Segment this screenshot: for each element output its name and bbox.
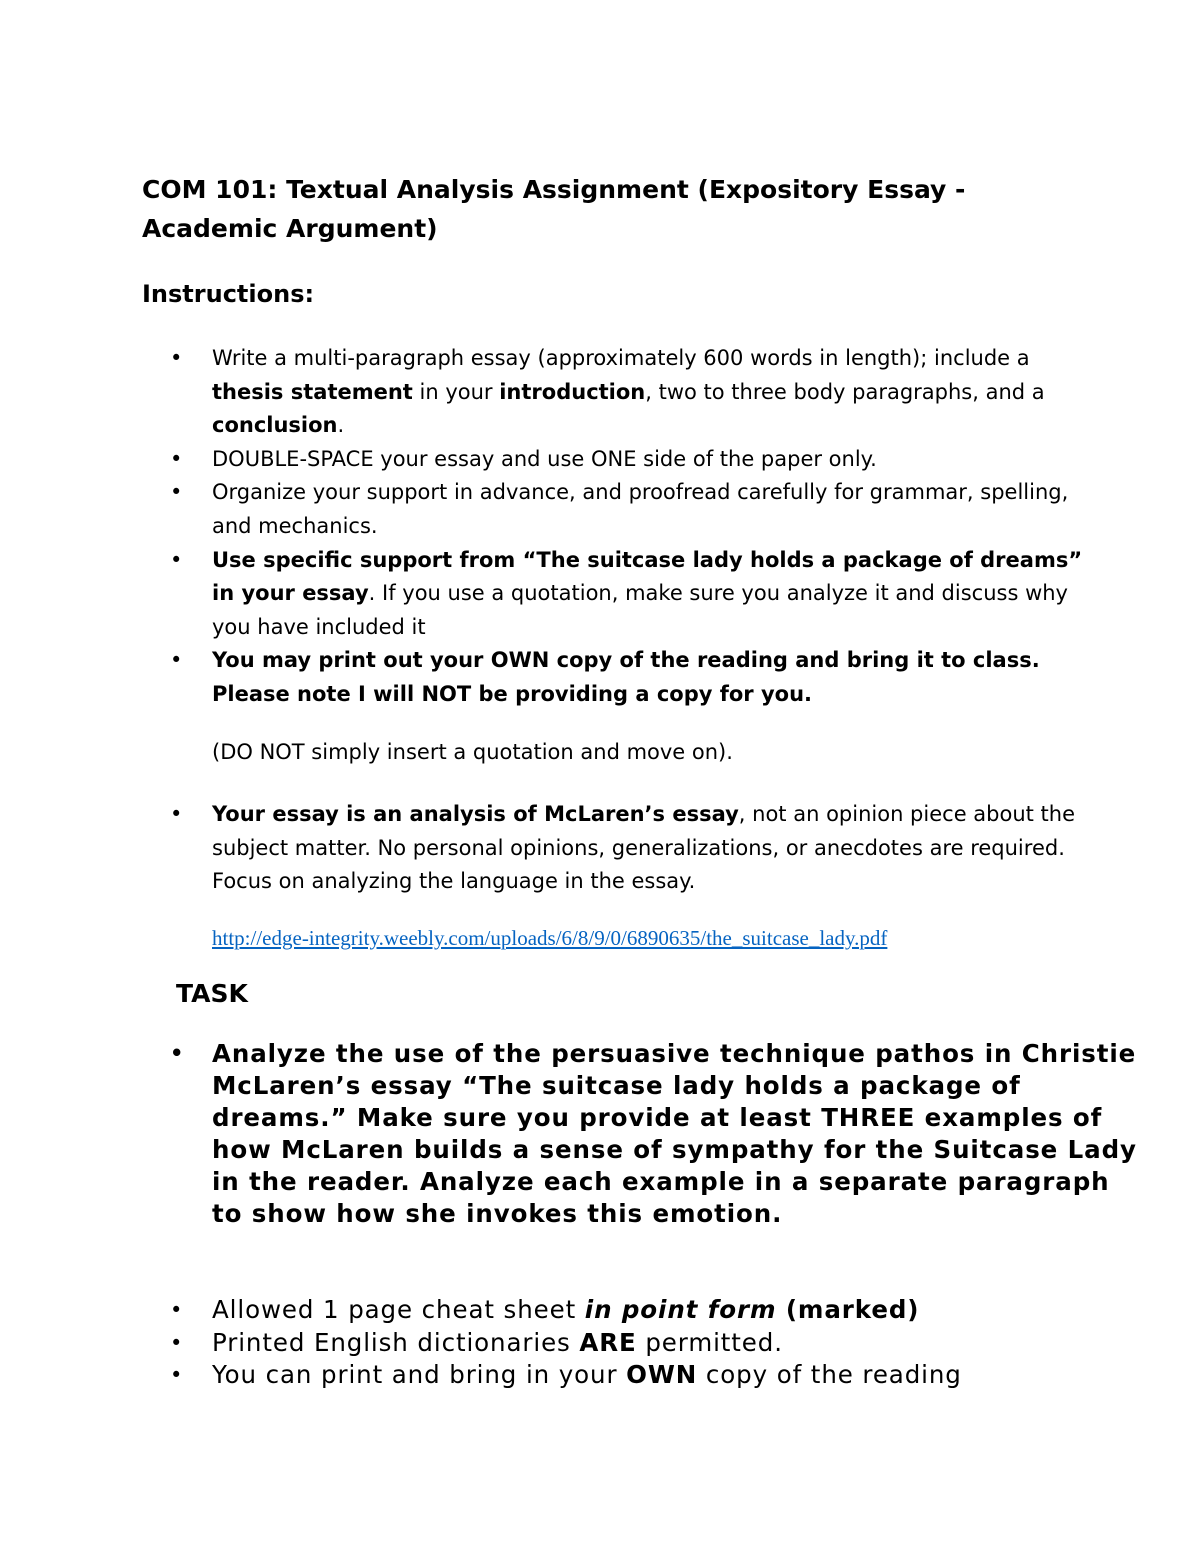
reading-link[interactable]: http://edge-integrity.weebly.com/uploads/6/8/9/0/6890635/the_suitcase_lady.pdf <box>212 926 888 950</box>
instructions-list <box>142 342 1102 712</box>
task-heading: TASK <box>176 979 248 1008</box>
bullet-icon: • <box>170 802 183 826</box>
exam-rules-list <box>142 1294 1142 1392</box>
rule-item-cheat-sheet: • Allowed 1 page cheat sheet in point form (marked) <box>142 1294 1142 1327</box>
document-title: COM 101: Textual Analysis Assignment (Expository Essay - Academic Argument) <box>142 175 966 243</box>
task-list <box>142 1038 1142 1229</box>
rule-item-own-copy: • You can print and bring in your OWN copy of the reading <box>142 1359 1142 1392</box>
instructions-heading: Instructions: <box>142 280 315 308</box>
bullet-icon: • <box>170 1363 184 1387</box>
instruction-item-specific-support: • Use specific support from “The suitcase lady holds a package of dreams” in your essay. If you use a quotation, make sure you analyze it and discuss why you have included it <box>142 544 1102 645</box>
task-item-pathos-analysis: • Analyze the use of the persuasive technique pathos in Christie McLaren’s essay “The suitcase lady holds a package of dreams.” Make sure you provide at least THREE examples of how McLaren builds a sense of sympathy for the Suitcase Lady in the reader. Analyze each example in a separate paragraph to show how she invokes this emotion. <box>170 1039 1137 1228</box>
instruction-item-organize: • Organize your support in advance, and proofread carefully for grammar, spelling, and mechanics. <box>142 476 1102 543</box>
bullet-icon: • <box>170 547 183 572</box>
introduction-term: introduction <box>499 379 646 404</box>
bullet-icon: • <box>170 446 183 471</box>
bullet-icon: • <box>170 1330 184 1355</box>
rule-item-dictionaries: • Printed English dictionaries ARE permitted. <box>142 1327 1142 1360</box>
quotation-note: (DO NOT simply insert a quotation and move on). <box>212 740 733 764</box>
instruction-item-print-copy: • You may print out your OWN copy of the reading and bring it to class. Please note I will NOT be providing a copy for you. <box>142 644 1102 711</box>
instructions-list-continued <box>142 798 1102 899</box>
bullet-icon: • <box>170 648 183 673</box>
bullet-icon: • <box>170 1041 185 1065</box>
bullet-icon: • <box>170 1298 184 1322</box>
conclusion-term: conclusion <box>212 413 338 438</box>
bullet-icon: • <box>170 346 183 370</box>
instruction-item-analysis: • Your essay is an analysis of McLaren’s essay, not an opinion piece about the subject matter. No personal opinions, generalizations, or anecdotes are required. Focus on analyzing the language in the essay. <box>142 798 1102 899</box>
instruction-item-double-space: • DOUBLE-SPACE your essay and use ONE side of the paper only. <box>142 443 1102 477</box>
thesis-statement-term: thesis statement <box>212 379 413 404</box>
bullet-icon: • <box>170 480 183 505</box>
instruction-item-essay-structure: • Write a multi-paragraph essay (approximately 600 words in length); include a thesis statement in your introduction, two to three body paragraphs, and a conclusion. <box>142 342 1102 443</box>
